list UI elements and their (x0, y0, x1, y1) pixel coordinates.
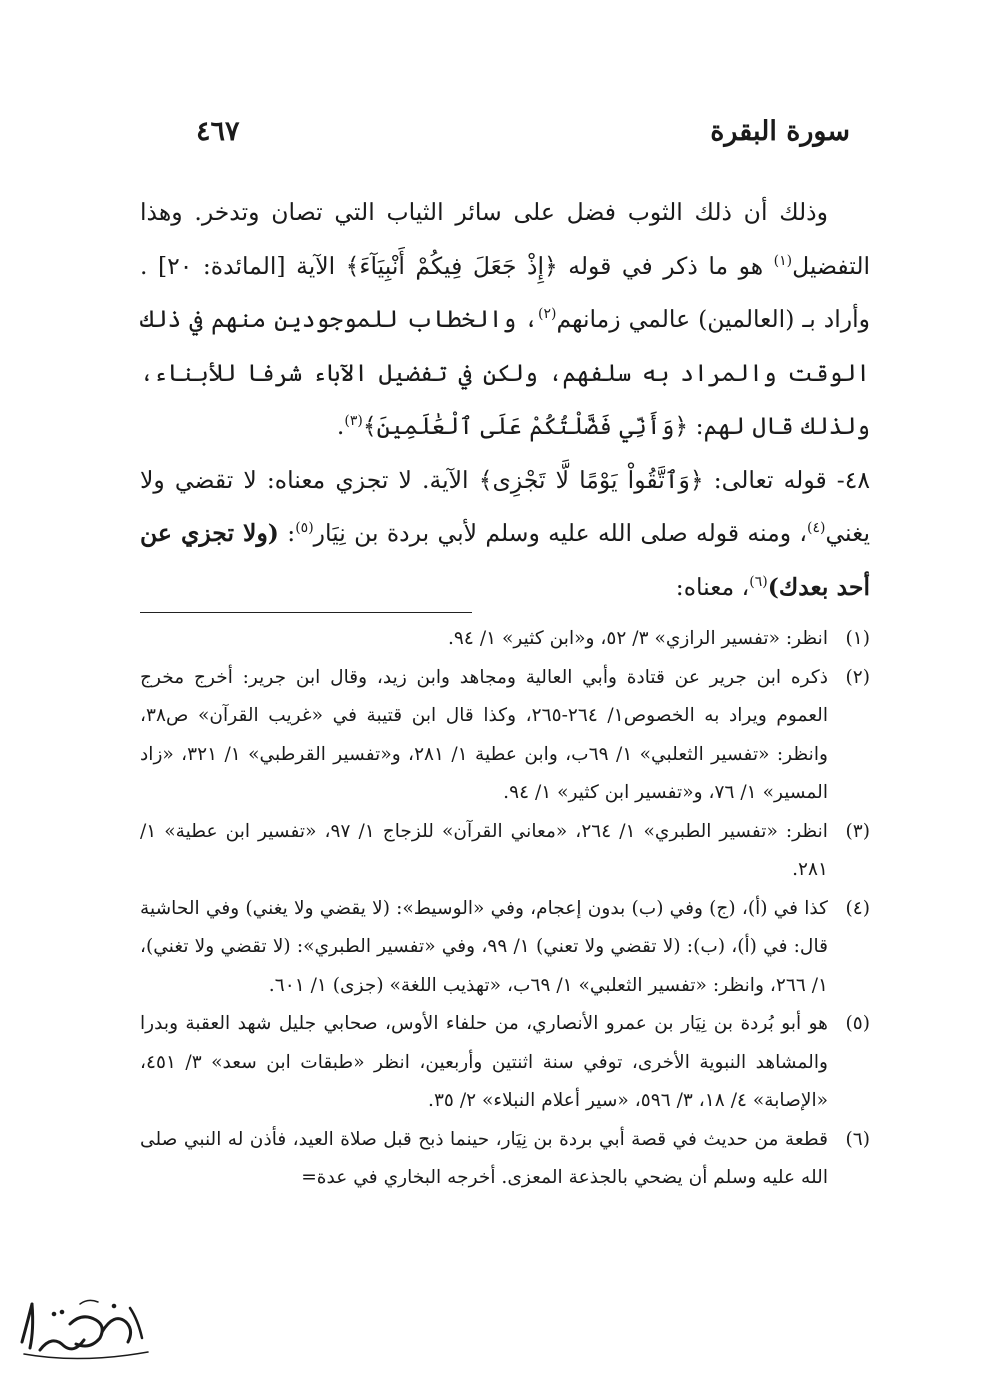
footnote-4 (140, 890, 870, 1006)
footnote-text: هو أبو بُردة بن نِيَار بن عمرو الأنصاري، من حلفاء الأوس، صحابي جليل شهد العقبة وبدرا والمشاهد النبوية الأخرى، توفي سنة اثنتين وأربعين، انظر «طبقات ابن سعد» ٣/ ٤٥١، «الإصابة» ٤/ ١٨، ٣/ ٥٩٦، «سير أعلام النبلاء» ٢/ ٣٥. (140, 1013, 828, 1111)
footnote-divider (140, 612, 472, 613)
footnote-text: قطعة من حديث في قصة أبي بردة بن نِيَار، حينما ذبح قبل صلاة العيد، فأذن له النبي صلى الله عليه وسلم أن يضحي بالجذعة المعزى. أخرجه البخاري في عدة= (140, 1128, 828, 1188)
footnote-number: (٤) (845, 897, 870, 919)
para2-text-a: ٤٨- قوله تعالى: ﴿وَٱتَّقُواْ يَوْمًا لَّا تَجْزِى﴾ الآية. لا تجزي معناه: لا تقضي ولا يغني (140, 465, 871, 547)
footnote-number: (٢) (845, 666, 870, 688)
footnote-1 (140, 620, 870, 659)
footnote-3 (140, 813, 870, 890)
para2-text-b: ، ومنه قوله صلى الله عليه وسلم لأبي بردة بن نِيَار (313, 519, 807, 547)
almustafa-logo-icon (10, 1290, 160, 1370)
paragraph-1 (140, 186, 870, 454)
para1-text-a: وذلك أن ذلك الثوب فضل على سائر الثياب التي تصان وتدخر. وهذا التفضيل (140, 198, 871, 280)
para1-text-c: ، والخطاب للموجودين منهم في ذلك الوقت والمراد به سلفهم، ولكن في تفضيل الآباء شرفا للأبناء، ولذلك قال لهم: ﴿وَأَنِّي فَضَّلْتُكُمْ عَلَى ٱلْعَٰلَمِينَ﴾ (140, 305, 870, 440)
footnote-text: انظر: «تفسير الرازي» ٣/ ٥٢، و«ابن كثير» ١/ ٩٤. (448, 628, 828, 649)
footnote-text: ذكره ابن جرير عن قتادة وأبي العالية ومجاهد وابن زيد، وقال ابن جرير: أخرج مخرج العموم ويراد به الخصوص١/ ٢٦٤-٢٦٥، وكذا قال ابن قتيبة في «غريب القرآن» ص٣٨، وانظر: «تفسير الثعلبي» ١/ ٦٩ب، وابن عطية ١/ ٢٨١، و«تفسير القرطبي» ١/ ٣٢١، «زاد المسير» ١/ ٧٦، و«تفسير ابن كثير» ١/ ٩٤. (140, 666, 829, 803)
footnote-ref-2: (٢) (538, 306, 557, 323)
footnote-text: كذا في (أ)، (ج) وفي (ب) بدون إعجام، وفي «الوسيط»: (لا يقضي ولا يغني) وفي الحاشية قال: في (أ)، (ب): (لا تقضي ولا تعني) ١/ ٩٩، وفي «تفسير الطبري»: (لا تقضي ولا تغني)، ١/ ٢٦٦، وانظر: «تفسير الثعلبي» ١/ ٦٩ب، «تهذيب اللغة» (جزى) ١/ ٦٠١. (140, 897, 828, 996)
footnote-5 (140, 1005, 870, 1121)
footnote-2 (140, 659, 870, 813)
footnote-ref-1: (١) (773, 252, 793, 269)
page-number: ٤٦٧ (196, 116, 240, 147)
footnotes (140, 620, 870, 1198)
footnote-ref-5: (٥) (295, 520, 314, 537)
hadith-quote: (ولا تجزي عن أحد بعدك) (140, 519, 870, 601)
para2-text-c: : (278, 519, 296, 547)
running-title: سورة البقرة (710, 116, 850, 147)
footnote-number: (٦) (845, 1128, 870, 1150)
footnote-number: (٥) (845, 1013, 870, 1034)
footnote-6 (140, 1121, 870, 1198)
footnote-ref-6: (٦) (749, 573, 768, 590)
para1-text-b: هو ما ذكر في قوله ﴿إِذْ جَعَلَ فِيكُمْ أَنْبِيَآءَ﴾ الآية [المائدة: ٢٠] . وأراد بـ (العالمين) عالمي زمانهم (140, 251, 871, 333)
footnote-number: (٣) (845, 820, 870, 842)
paragraph-2 (140, 454, 870, 615)
footnote-number: (١) (845, 628, 870, 649)
footnote-ref-4: (٤) (806, 520, 826, 537)
watermark-calligraphy-icon (10, 1290, 160, 1370)
footnote-text: انظر: «تفسير الطبري» ١/ ٢٦٤، «معاني القرآن» للزجاج ١/ ٩٧، «تفسير ابن عطية» ١/ ٢٨١. (140, 820, 828, 880)
main-text (140, 186, 870, 614)
para1-text-d: . (336, 412, 345, 440)
footnote-ref-3: (٣) (344, 413, 363, 430)
para2-text-d: ، معناه: (675, 572, 750, 601)
